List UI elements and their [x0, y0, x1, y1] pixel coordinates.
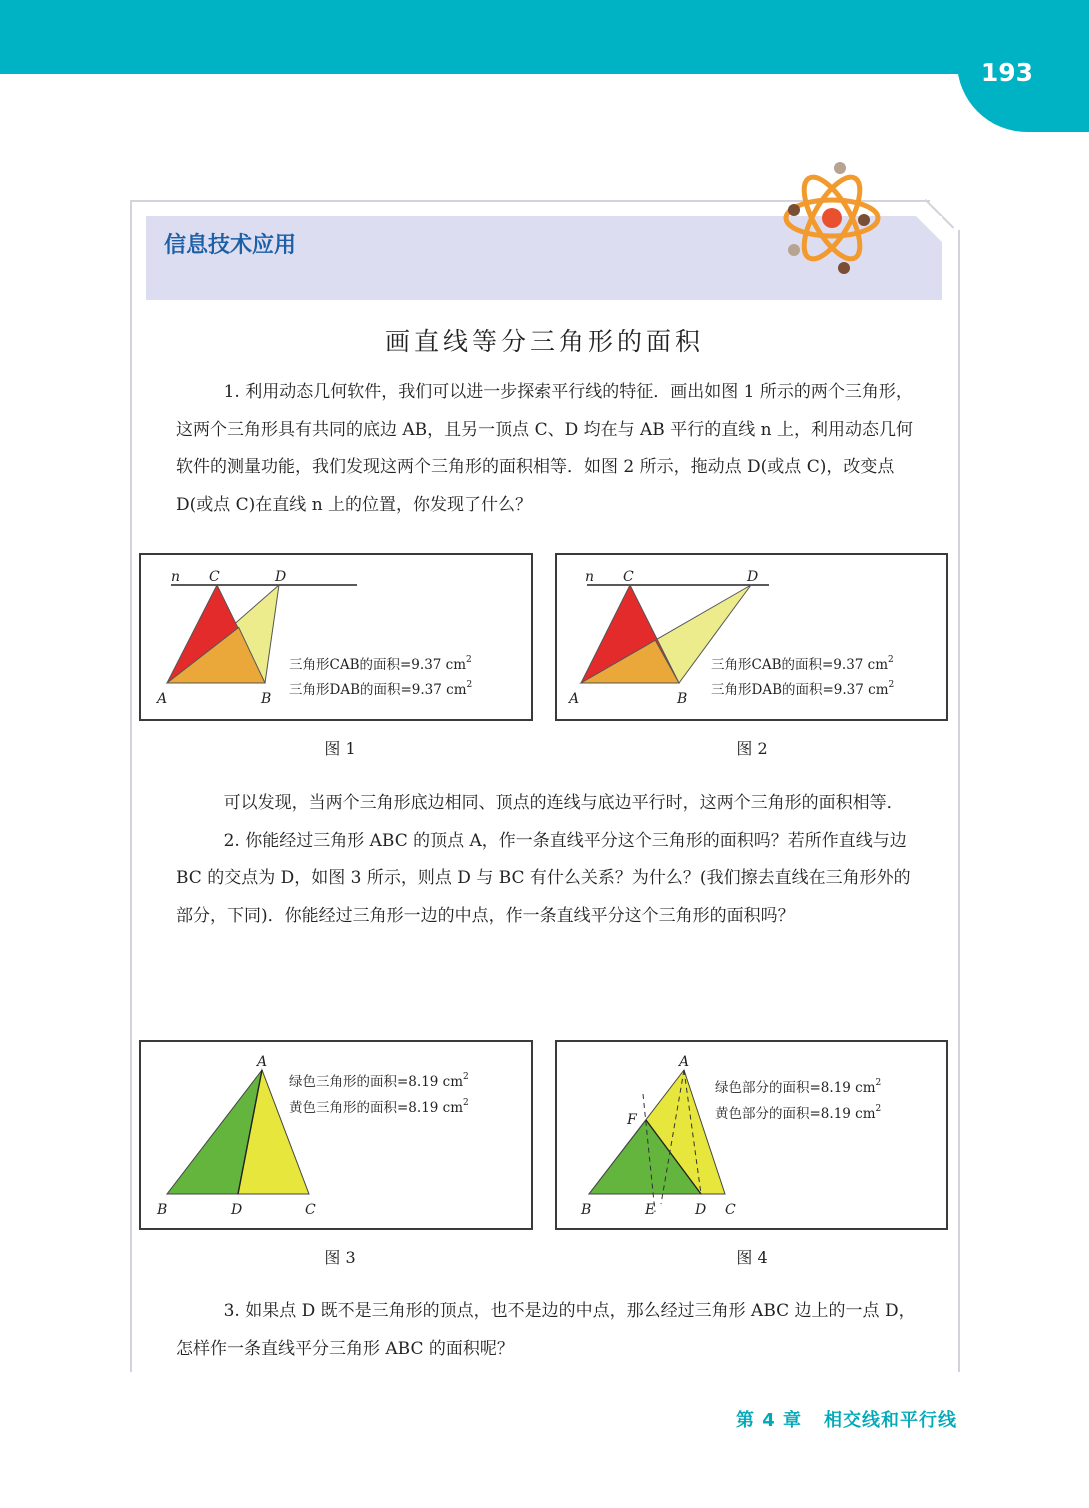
paragraph-4 [176, 1293, 918, 1368]
figure-4-caption: 图 4 [736, 1248, 768, 1267]
label-c: C [209, 569, 220, 585]
label-d: D [695, 1202, 707, 1218]
label-f: F [627, 1112, 637, 1128]
label-d: D [747, 569, 759, 585]
page-number: 193 [980, 58, 1033, 87]
label-n: n [585, 569, 595, 585]
area-dab-text: 三角形DAB的面积=9.37 $cm^2$ [711, 680, 895, 698]
figure-1-caption: 图 1 [324, 739, 356, 758]
label-n: n [171, 569, 181, 585]
figure-2 [555, 553, 948, 721]
label-b: B [157, 1202, 168, 1218]
paragraph-1-text: 1. 利用动态几何软件，我们可以进一步探索平行线的特征．画出如图 1 所示的两个三角形，这两个三角形具有共同的底边 AB，且另一顶点 C、D 均在与 AB 平行的直线 n 上，利用动态几何软件的测量功能，我们发现这两个三角形的面积相等．如图 2 所示，拖动点 D(或点 C)，改变点 D(或点 C)在直线 n 上的位置，你发现了什么？ [176, 382, 913, 515]
paragraph-1 [176, 374, 918, 524]
label-a: A [157, 691, 168, 707]
figure-3 [139, 1040, 533, 1230]
paragraph-3-text: 2. 你能经过三角形 ABC 的顶点 A，作一条直线平分这个三角形的面积吗？若所作直线与边 BC 的交点为 D，如图 3 所示，则点 D 与 BC 有什么关系？为什么？(我们擦去直线在三角形外的部分，下同)．你能经过三角形一边的中点，作一条直线平分这个三角形的面积吗？ [176, 830, 911, 926]
label-e: E [645, 1202, 656, 1218]
paragraph-4-text: 3. 如果点 D 既不是三角形的顶点，也不是边的中点，那么经过三角形 ABC 边上的一点 D，怎样作一条直线平分三角形 ABC 的面积呢？ [176, 1301, 916, 1359]
label-c: C [725, 1202, 736, 1218]
top-bar [0, 0, 1089, 74]
section-label: 信息技术应用 [164, 233, 297, 258]
green-area-text: 绿色三角形的面积=8.19 $cm^2$ [289, 1072, 469, 1090]
chapter-footer [736, 1406, 957, 1432]
label-d: D [231, 1202, 243, 1218]
figure-3-caption: 图 3 [324, 1248, 356, 1267]
paragraph-2 [176, 785, 918, 935]
figure-1 [139, 553, 533, 721]
figure-2-caption: 图 2 [736, 739, 768, 758]
chapter-number: 第 4 章 [735, 1410, 802, 1431]
green-area-text: 绿色部分的面积=8.19 $cm^2$ [715, 1078, 882, 1096]
area-cab-text: 三角形CAB的面积=9.37 $cm^2$ [711, 655, 894, 673]
label-a: A [257, 1054, 268, 1070]
yellow-area-text: 黄色三角形的面积=8.19 $cm^2$ [289, 1098, 469, 1116]
yellow-area-text: 黄色部分的面积=8.19 $cm^2$ [715, 1104, 882, 1122]
banner-corner [916, 216, 942, 242]
label-a: A [569, 691, 580, 707]
label-b: B [261, 691, 272, 707]
label-b: B [677, 691, 688, 707]
label-c: C [305, 1202, 316, 1218]
chapter-title: 相交线和平行线 [824, 1410, 957, 1431]
label-c: C [623, 569, 634, 585]
paragraph-2-text: 可以发现，当两个三角形底边相同、顶点的连线与底边平行时，这两个三角形的面积相等． [223, 793, 904, 813]
figure-4 [555, 1040, 948, 1230]
page-title: 画直线等分三角形的面积 [384, 327, 704, 356]
label-b: B [581, 1202, 592, 1218]
atom-icon [780, 156, 884, 280]
area-dab-text: 三角形DAB的面积=9.37 $cm^2$ [289, 680, 473, 698]
area-cab-text: 三角形CAB的面积=9.37 $cm^2$ [289, 655, 472, 673]
label-d: D [275, 569, 287, 585]
label-a: A [679, 1054, 690, 1070]
